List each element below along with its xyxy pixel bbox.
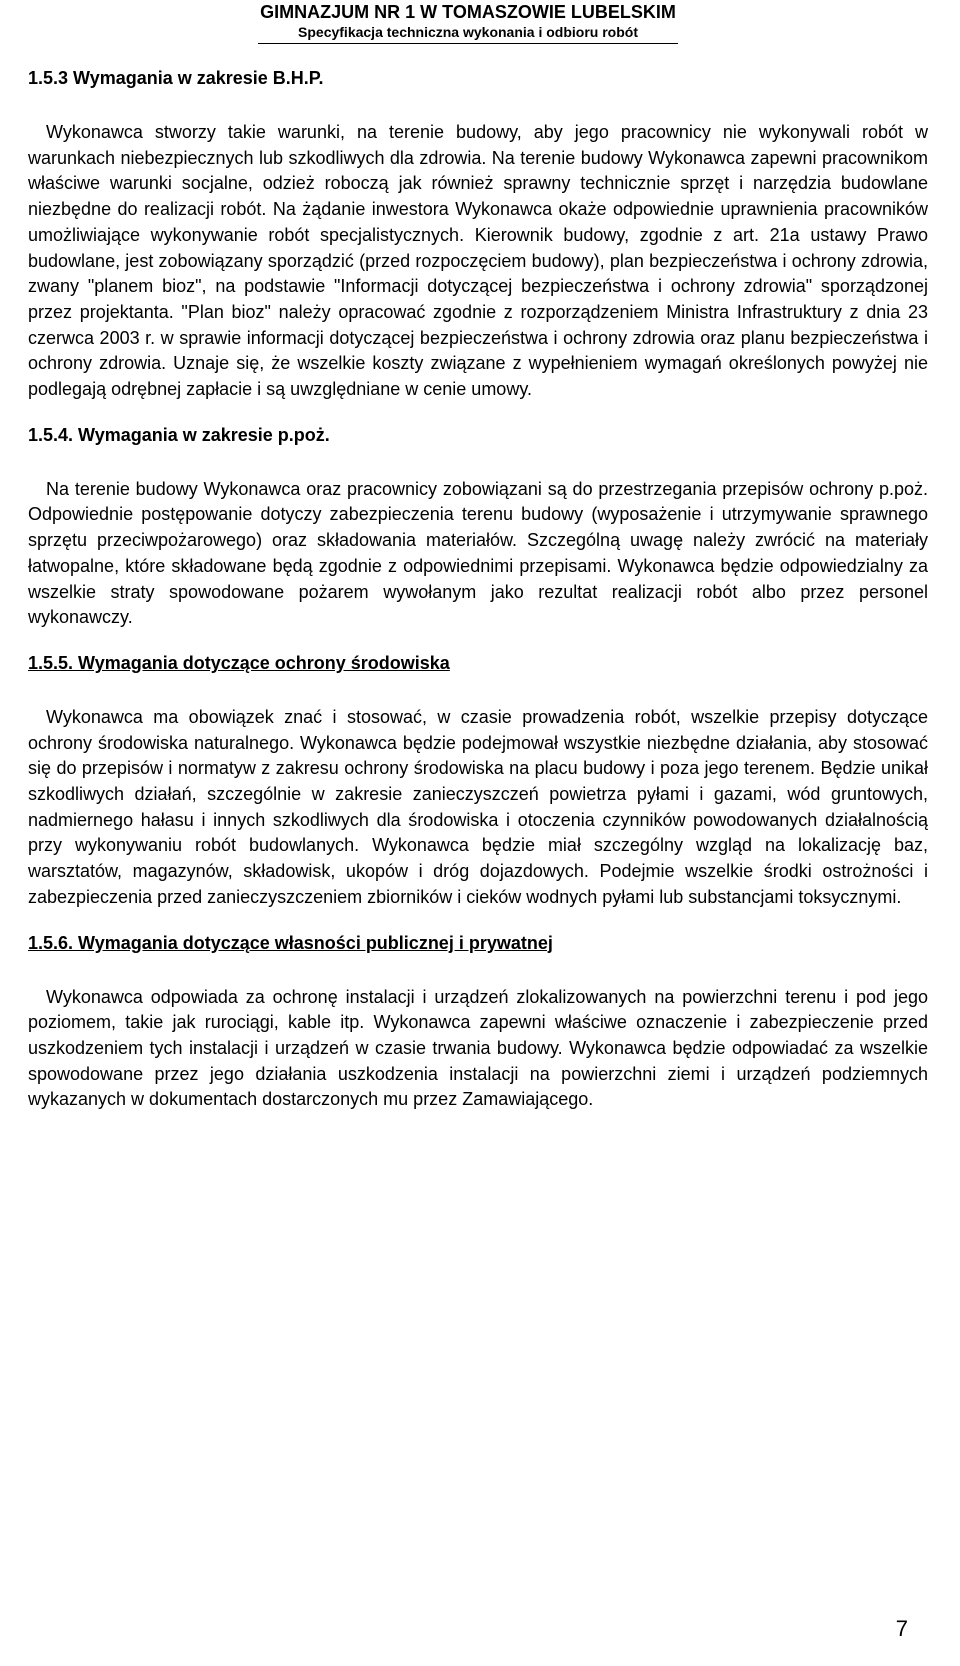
section-bhp bbox=[28, 62, 928, 403]
page-number: 7 bbox=[895, 1616, 908, 1641]
section-ppoz bbox=[28, 419, 928, 631]
section-heading-bhp: 1.5.3 Wymagania w zakresie B.H.P. bbox=[28, 68, 324, 88]
section-property bbox=[28, 927, 928, 1114]
section-text-bhp: Wykonawca stworzy takie warunki, na terenie budowy, aby jego pracownicy nie wykonywali robót w warunkach niebezpiecznych lub szkodliwych dla zdrowia. Na terenie budowy Wykonawca zapewni pracownikom właściwe warunki socjalne, odzież roboczą jak również sprawny technicznie sprzęt i narzędzia budowlane niezbędne do realizacji robót. Na żądanie inwestora Wykonawca okaże odpowiednie uprawnienia pracowników umożliwiające wykonywanie robót specjalistycznych. Kierownik budowy, zgodnie z art. 21a ustawy Prawo budowlane, jest zobowiązany sporządzić (przed rozpoczęciem budowy), plan bezpieczeństwa i ochrony zdrowia, zwany "planem bioz", na podstawie "Informacji dotyczącej bezpieczeństwa i ochrony zdrowia" sporządzonej przez projektanta. "Plan bioz" należy opracować zgodnie z rozporządzeniem Ministra Infrastruktury z dnia 23 czerwca 2003 r. w sprawie informacji dotyczącej bezpieczeństwa i ochrony zdrowia oraz planu bezpieczeństwa i ochrony zdrowia. Uznaje się, że wszelkie koszty związane z wypełnieniem wymagań określonych powyżej nie podlegają odrębnej zapłacie i są uwzględniane w cenie umowy. bbox=[28, 122, 928, 400]
section-heading-property-text: 1.5.6. Wymagania dotyczące własności publicznej i prywatnej bbox=[28, 932, 553, 953]
section-text-environment: Wykonawca ma obowiązek znać i stosować, w czasie prowadzenia robót, wszelkie przepisy dotyczące ochrony środowiska naturalnego. Wykonawca będzie podejmował wszystkie niezbędne działania, aby stosować się do przepisów i normatyw z zakresu ochrony środowiska na placu budowy i poza jego terenem. Będzie unikał szkodliwych działań, szczególnie w zakresie zanieczyszczeń powietrza pyłami i gazami, wód gruntowych, nadmiernego hałasu i innych szkodliwych dla środowiska i otoczenia czynników powodowanych działalnością przy wykonywaniu robót budowlanych. Wykonawca będzie miał szczególny wzgląd na lokalizację baz, warsztatów, magazynów, składowisk, ukopów i dróg dojazdowych. Podejmie wszelkie środki ostrożności i zabezpieczenia przed zanieczyszczeniem zbiorników i cieków wodnych pyłami lub substancjami toksycznymi. bbox=[28, 706, 928, 907]
section-heading-property bbox=[28, 927, 928, 959]
section-text-property: Wykonawca odpowiada za ochronę instalacji i urządzeń zlokalizowanych na powierzchni terenu i pod jego poziomem, takie jak rurociągi, kable itp. Wykonawca zapewni właściwe oznaczenie i zabezpieczenie przed uszkodzeniem tych instalacji i urządzeń w czasie trwania budowy. Wykonawca będzie odpowiadać za wszelkie spowodowane przez jego działania uszkodzenia instalacji na powierzchni ziemi i urządzeń podziemnych wykazanych w dokumentach dostarczonych mu przez Zamawiającego. bbox=[28, 986, 928, 1110]
page-header bbox=[258, 0, 678, 44]
document-body bbox=[28, 62, 928, 1113]
document-subtitle: Specyfikacja techniczna wykonania i odbioru robót bbox=[298, 24, 638, 40]
section-heading-environment-text: 1.5.5. Wymagania dotyczące ochrony środowiska bbox=[28, 652, 450, 673]
section-environment bbox=[28, 647, 928, 911]
section-heading-environment bbox=[28, 647, 928, 679]
section-text-ppoz: Na terenie budowy Wykonawca oraz pracownicy zobowiązani są do przestrzegania przepisów ochrony p.poż. Odpowiednie postępowanie dotyczy zabezpieczenia terenu budowy (wyposażenie i utrzymywanie sprawnego sprzętu przeciwpożarowego) oraz składowania materiałów. Szczególną uwagę należy zwrócić na materiały łatwopalne, które składowane będą zgodnie z odpowiednimi przepisami. Wykonawca będzie odpowiedzialny za wszelkie straty spowodowane pożarem wywołanym jako rezultat realizacji robót albo przez personel wykonawczy. bbox=[28, 478, 928, 628]
school-name: GIMNAZJUM NR 1 W TOMASZOWIE LUBELSKIM bbox=[260, 2, 676, 22]
section-heading-ppoz: 1.5.4. Wymagania w zakresie p.poż. bbox=[28, 424, 330, 445]
